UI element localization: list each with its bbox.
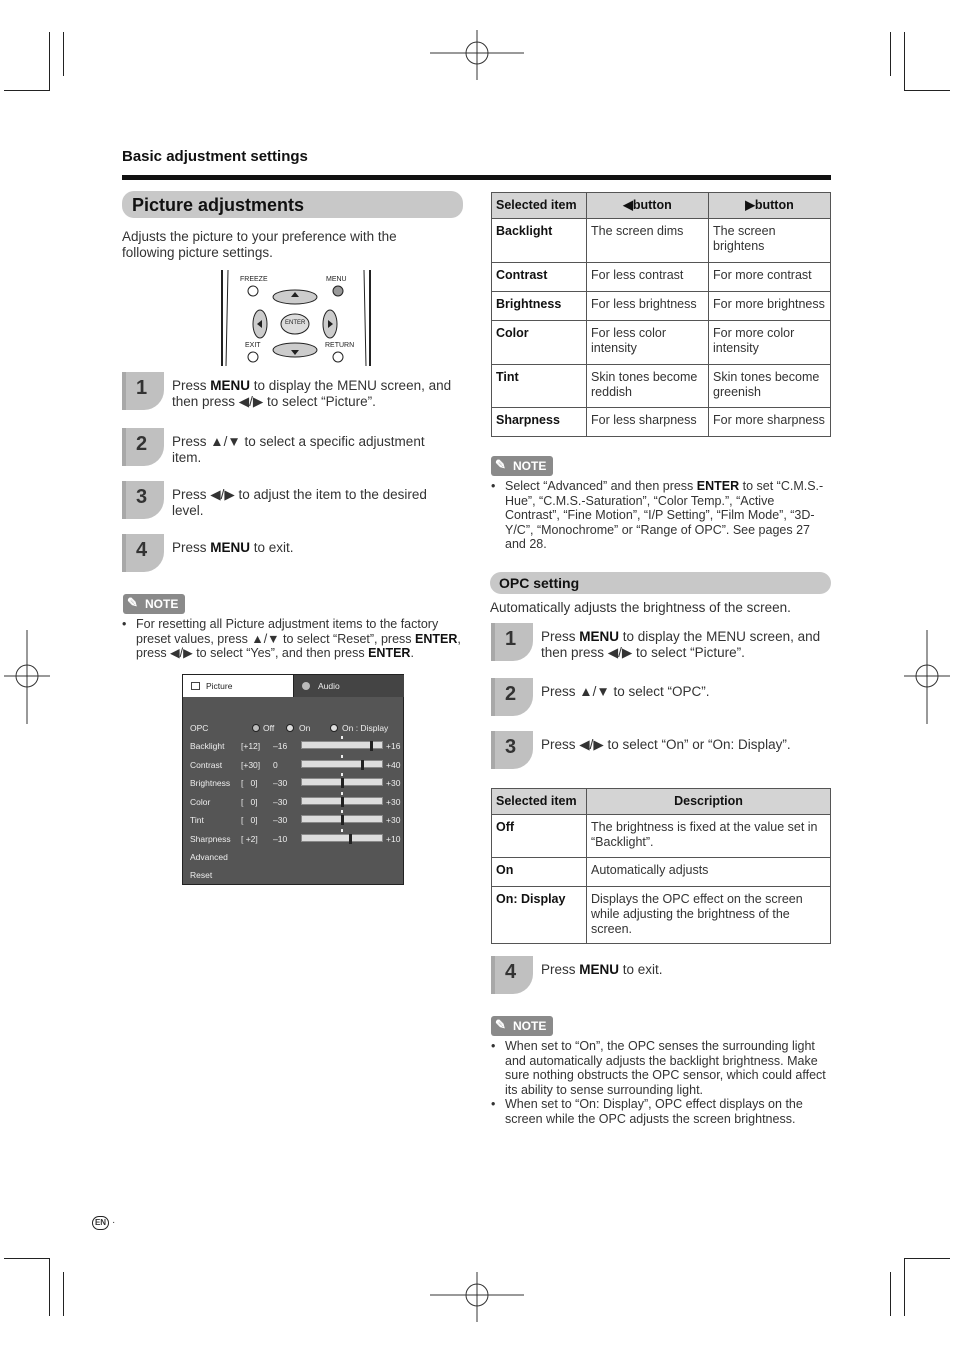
note-badge: ✎ NOTE [491,1016,553,1036]
osd-slider [301,741,383,749]
osd-opc-row: OPC Off On On : Display [190,723,389,733]
osd-picture-menu [182,674,404,885]
table-row: Sharpness For less sharpness For more sharpness [492,408,831,437]
osd-row-min: –30 [273,796,288,807]
remote-control-illustration [220,270,372,366]
opc-setting-title: OPC setting [490,572,831,594]
adjustment-table [491,192,831,437]
slider-thumb [361,760,364,770]
osd-row-label: Color [190,796,211,807]
section-title: Basic adjustment settings [122,148,308,165]
table-header-row: Selected item Description [492,789,831,815]
step-number: 1 [491,623,533,661]
remote-freeze-label: FREEZE [240,276,268,283]
audio-icon [302,682,310,690]
osd-row-label: Backlight [190,741,225,751]
step-number: 2 [491,678,533,716]
picture-note-list [122,617,464,661]
remote-menu-label: MENU [326,276,347,283]
slider-center-tick [341,810,343,813]
radio-off-selected [252,724,260,732]
remote-enter-label: ENTER [285,320,306,326]
osd-slider-row [190,797,402,809]
opc-intro: Automatically adjusts the brightness of the screen. [490,600,791,615]
radio-on-display [330,724,338,732]
osd-row-value: [ +2] [241,833,258,844]
pencil-icon: ✎ [495,457,506,472]
osd-row-label: Contrast [190,759,223,770]
osd-slider-row [190,741,402,753]
picture-intro: Adjusts the picture to your preference with the following picture settings. [122,229,397,260]
slider-thumb [349,834,352,844]
table-row: Off The brightness is fixed at the value set in “Backlight”. [492,815,831,858]
page-language-marker: EN [92,1216,109,1230]
osd-row-max: +30 [386,778,401,788]
table-row: On Automatically adjusts [492,858,831,887]
table-row: Brightness For less brightness For more brightness [492,292,831,321]
osd-slider [301,834,383,842]
osd-row-max: +10 [386,833,401,844]
registration-target-bottom [430,1272,524,1322]
table-header-row: Selected item ◀button ▶button [492,193,831,219]
step-number: 1 [122,372,164,410]
note-item: • When set to “On”, the OPC senses the surrounding light and automatically adjusts the backlight brightness. Make sure nothing obstructs the OPC sensor, which could affect its ability to sense surrounding light. [491,1039,831,1097]
osd-row-value: [ 0] [241,815,258,825]
step-number: 3 [491,731,533,769]
table-row: Tint Skin tones become reddish Skin tones become greenish [492,365,831,408]
osd-row-min: –10 [273,833,288,844]
step-number: 4 [122,534,164,572]
table-row: Backlight The screen dims The screen brightens [492,219,831,263]
slider-center-tick [341,829,343,832]
osd-row-value: [ 0] [241,778,258,788]
osd-slider-row [190,760,402,772]
note-item: • When set to “On: Display”, OPC effect displays on the screen while the OPC adjusts the screen brightness. [491,1097,831,1126]
slider-center-tick [341,792,343,795]
pencil-icon: ✎ [127,595,138,610]
table-row: On: Display Displays the OPC effect on the screen while adjusting the brightness of the screen. [492,887,831,944]
slider-thumb [341,815,344,825]
step-number: 4 [491,956,533,994]
osd-slider [301,797,383,805]
registration-target-right [904,630,950,724]
opc-table [491,788,831,944]
page-marker-dot: · [112,1217,116,1228]
table-row: Contrast For less contrast For more contrast [492,263,831,292]
note-badge: ✎ NOTE [123,594,185,614]
slider-thumb [341,778,344,788]
osd-reset: Reset [190,870,213,880]
step-number: 3 [122,481,164,519]
osd-slider-row [190,778,402,790]
osd-row-min: –16 [273,741,288,751]
osd-row-min: 0 [273,759,278,770]
radio-on [286,724,294,732]
header-rule [122,175,831,180]
pencil-icon: ✎ [495,1017,506,1032]
osd-advanced: Advanced [190,852,228,862]
osd-row-label: Tint [190,815,204,825]
osd-row-min: –30 [273,778,288,788]
osd-row-label: Brightness [190,778,231,788]
osd-row-max: +16 [386,741,401,751]
osd-row-value: [ 0] [241,796,258,807]
remote-exit-label: EXIT [245,342,261,349]
advanced-note-list [491,479,831,552]
osd-row-value: [+30] [241,759,261,770]
osd-slider [301,760,383,768]
osd-slider-row [190,834,402,846]
note-item: • Select “Advanced” and then press ENTER to set “C.M.S.-Hue”, “C.M.S.-Saturation”, “Color Temp.”, “Active Contrast”, “Fine Motion”, “I/P Setting”, “Film Mode”, “3D-Y/C”, “Monochrome” or “Range of OPC”. See pages 27 and 28. [491,479,831,552]
osd-tab-picture: Picture [183,675,294,697]
osd-row-label: Sharpness [190,833,231,844]
osd-row-max: +30 [386,815,401,825]
registration-target-top [430,30,524,80]
slider-center-tick [341,736,343,739]
picture-adjustments-title: Picture adjustments [122,191,463,218]
osd-row-max: +40 [386,759,401,770]
osd-tab-audio: Audio [294,675,404,697]
slider-center-tick [341,773,343,776]
slider-thumb [341,797,344,807]
slider-center-tick [341,755,343,758]
step-number: 2 [122,428,164,466]
remote-return-label: RETURN [325,342,355,349]
slider-thumb [370,741,373,751]
osd-slider-row [190,815,402,827]
picture-icon [191,682,200,690]
osd-slider [301,778,383,786]
osd-row-max: +30 [386,796,401,807]
note-badge: ✎ NOTE [491,456,553,476]
table-row: Color For less color intensity For more color intensity [492,321,831,365]
osd-row-value: [+12] [241,741,261,751]
opc-note-list [491,1039,831,1126]
note-item: • For resetting all Picture adjustment items to the factory preset values, press ▲/▼ to select “Reset”, press ENTER, press ◀/▶ to select “Yes”, and then press ENTER. [122,617,464,661]
registration-target-left [4,630,50,724]
osd-slider [301,815,383,823]
osd-row-min: –30 [273,815,288,825]
